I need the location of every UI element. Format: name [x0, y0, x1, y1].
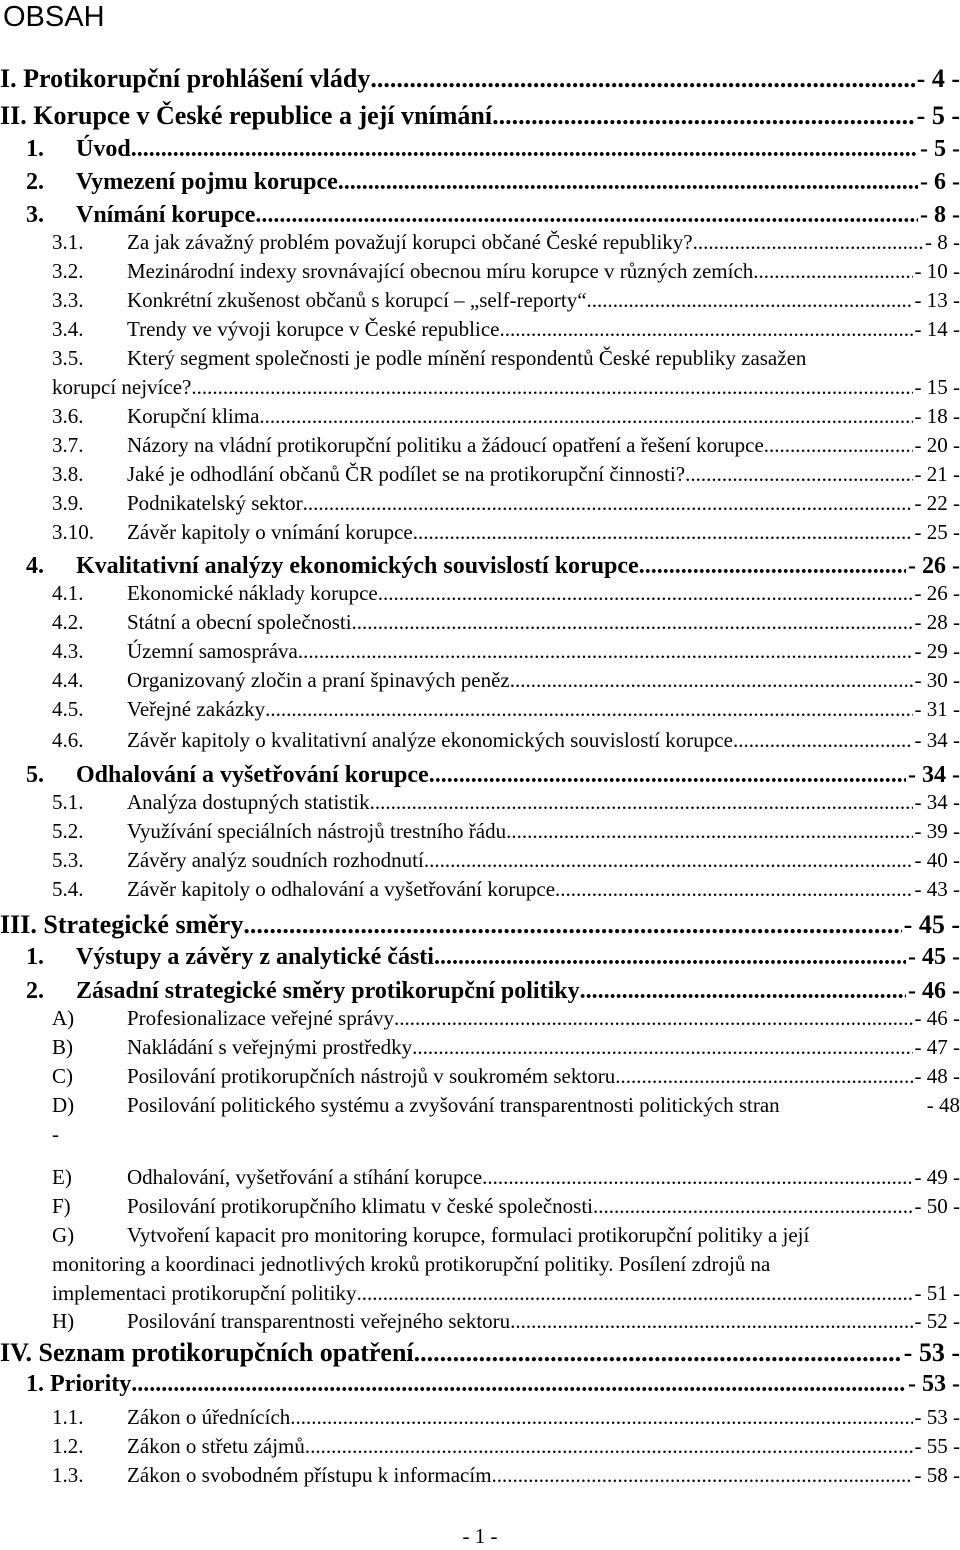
toc-entry[interactable]: [76, 134, 960, 164]
toc-entry-number: B): [52, 1035, 73, 1059]
toc-entry[interactable]: [76, 976, 960, 1006]
toc-entry[interactable]: [127, 1308, 960, 1335]
toc-entry-page: - 28 -: [914, 610, 960, 634]
dot-leader: [255, 200, 918, 230]
toc-entry-title: Nakládání s veřejnými prostředky: [127, 1035, 413, 1059]
toc-entry-page: - 5 -: [920, 136, 960, 162]
toc-entry[interactable]: [127, 1462, 960, 1489]
toc-entry[interactable]: [0, 909, 960, 941]
toc-entry[interactable]: [127, 727, 960, 754]
toc-entry[interactable]: [127, 287, 960, 314]
dot-leader: [733, 727, 913, 754]
toc-entry-number: 3.7.: [52, 433, 84, 457]
toc-entry-title: Vnímání korupce: [76, 202, 256, 228]
dot-leader: [131, 134, 918, 164]
toc-entry-number: 4.4.: [52, 668, 84, 692]
toc-entry-page: - 34 -: [908, 762, 960, 788]
dot-leader: [394, 1005, 912, 1032]
toc-entry-title: Trendy ve vývoji korupce v České republice: [127, 317, 500, 341]
toc-entry-number: 1.1.: [52, 1405, 84, 1429]
dot-leader: [352, 609, 913, 636]
toc-entry-title: Analýza dostupných statistik: [127, 790, 370, 814]
dot-leader: [191, 374, 912, 401]
dot-leader: [243, 909, 901, 941]
toc-entry[interactable]: [127, 316, 960, 343]
dot-leader: [290, 1404, 912, 1431]
toc-entry-title: -: [52, 1122, 59, 1146]
toc-entry[interactable]: [127, 696, 960, 723]
toc-entry[interactable]: [76, 200, 960, 230]
dot-leader: [412, 1034, 912, 1061]
toc-entry[interactable]: [76, 551, 960, 581]
toc-entry[interactable]: [127, 229, 960, 256]
dot-leader: [510, 1308, 912, 1335]
toc-entry[interactable]: [127, 258, 960, 285]
toc-entry-page: - 48: [926, 1093, 960, 1117]
toc-entry-title: Který segment společnosti je podle mínění respondentů České republiky zasažen: [127, 346, 807, 370]
toc-entry-page: - 45 -: [903, 910, 960, 939]
toc-entry[interactable]: [127, 1164, 960, 1191]
toc-entry[interactable]: [127, 1034, 960, 1061]
toc-entry-title: Korupční klima: [127, 404, 260, 428]
dot-leader: [303, 490, 913, 517]
toc-entry-number: H): [52, 1309, 75, 1333]
page-number: - 1 -: [462, 1524, 498, 1548]
dot-leader: [555, 876, 912, 903]
toc-entry-number: E): [52, 1165, 72, 1189]
toc-entry-number: 4.3.: [52, 639, 84, 663]
toc-entry-title: Posilování politického systému a zvyšování transparentnosti politických stran: [127, 1093, 780, 1117]
toc-entry-title: Zákon o úřednících: [127, 1405, 291, 1429]
dot-leader: [482, 1164, 912, 1191]
toc-entry[interactable]: [127, 609, 960, 636]
toc-entry[interactable]: [127, 580, 960, 607]
dot-leader: [356, 1280, 912, 1307]
toc-entry[interactable]: [127, 1092, 960, 1119]
toc-entry[interactable]: [127, 1005, 960, 1032]
toc-entry-title: Odhalování a vyšetřování korupce: [76, 762, 429, 788]
dot-leader: [434, 942, 906, 972]
toc-entry-page: - 52 -: [914, 1309, 960, 1333]
dot-leader: [492, 1462, 913, 1489]
toc-entry-number: 5.4.: [52, 877, 84, 901]
toc-entry-page: - 6 -: [920, 169, 960, 195]
toc-entry-title: Výstupy a závěry z analytické části: [76, 944, 434, 970]
toc-entry-number: 5.: [26, 762, 44, 788]
toc-entry[interactable]: [127, 789, 960, 816]
toc-entry-page: - 29 -: [914, 639, 960, 663]
dot-leader: [305, 1433, 913, 1460]
toc-entry-page: - 49 -: [914, 1165, 960, 1189]
toc-entry-title: Názory na vládní protikorupční politiku a žádoucí opatření a řešení korupce: [127, 433, 764, 457]
toc-entry-page: - 13 -: [914, 288, 960, 312]
toc-entry-page: - 22 -: [914, 491, 960, 515]
toc-entry-page: - 8 -: [920, 202, 960, 228]
toc-entry-title: Profesionalizace veřejné správy: [127, 1006, 395, 1030]
toc-entry-page: - 45 -: [908, 944, 960, 970]
dot-leader: [259, 403, 912, 430]
toc-entry-title: Organizovaný zločin a praní špinavých peněz: [127, 668, 510, 692]
dot-leader: [265, 696, 912, 723]
toc-entry-page: - 53 -: [914, 1405, 960, 1429]
toc-entry-page: - 10 -: [914, 259, 960, 283]
toc-entry-title: Jaké je odhodlání občanů ČR podílet se na protikorupční činnosti?: [127, 462, 686, 486]
toc-entry-number: 4.5.: [52, 697, 84, 721]
dot-leader: [506, 818, 912, 845]
toc-entry[interactable]: [76, 760, 960, 790]
toc-entry-page: - 43 -: [914, 877, 960, 901]
toc-entry-page: - 15 -: [914, 375, 960, 399]
toc-entry-title: 1. Priority: [26, 1371, 132, 1397]
toc-entry-number: 4.6.: [52, 728, 84, 752]
toc-entry-title: Státní a obecní společnosti: [127, 610, 352, 634]
toc-entry[interactable]: [127, 876, 960, 903]
toc-entry-title: Vytvoření kapacit pro monitoring korupce, formulaci protikorupční politiky a její: [127, 1223, 810, 1247]
toc-entry[interactable]: [76, 167, 960, 197]
toc-entry[interactable]: [26, 1369, 960, 1399]
toc-entry-title: Vymezení pojmu korupce: [76, 169, 338, 195]
toc-entry[interactable]: [76, 942, 960, 972]
toc-entry-number: 4.: [26, 553, 44, 579]
toc-entry-title: Ekonomické náklady korupce: [127, 581, 378, 605]
toc-entry-number: 5.1.: [52, 790, 84, 814]
toc-entry-page: - 20 -: [914, 433, 960, 457]
toc-entry-page: - 14 -: [914, 317, 960, 341]
dot-leader: [580, 976, 906, 1006]
dot-leader: [693, 229, 923, 256]
toc-entry-title: Posilování transparentnosti veřejného sektoru: [127, 1309, 511, 1333]
toc-entry-page: - 55 -: [914, 1434, 960, 1458]
toc-entry-title: monitoring a koordinaci jednotlivých kroků protikorupční politiky. Posílení zdrojů na: [52, 1252, 771, 1276]
toc-entry-title: Závěr kapitoly o kvalitativní analýze ekonomických souvislostí korupce: [127, 728, 733, 752]
toc-entry-title: Posilování protikorupčních nástrojů v soukromém sektoru: [127, 1064, 616, 1088]
toc-entry[interactable]: [127, 818, 960, 845]
toc-entry-page: - 39 -: [914, 819, 960, 843]
toc-entry-page: - 47 -: [914, 1035, 960, 1059]
toc-entry-number: 3.4.: [52, 317, 84, 341]
dot-leader: [298, 638, 913, 665]
toc-entry-number: 3.8.: [52, 462, 84, 486]
toc-entry-page: - 48 -: [914, 1064, 960, 1088]
toc-entry[interactable]: [127, 1404, 960, 1431]
toc-entry-number: A): [52, 1006, 75, 1030]
toc-entry-number: 1.: [26, 944, 44, 970]
dot-leader: [587, 287, 913, 314]
toc-entry-number: 3.2.: [52, 259, 84, 283]
toc-entry-number: 3.1.: [52, 230, 84, 254]
toc-entry-title: korupcí nejvíce?: [52, 375, 192, 399]
toc-entry-page: - 25 -: [914, 520, 960, 544]
toc-entry-page: - 58 -: [914, 1463, 960, 1487]
toc-entry-title: Úvod: [76, 136, 131, 162]
toc-entry[interactable]: [127, 1193, 960, 1220]
dot-leader: [413, 519, 913, 546]
dot-leader: [510, 667, 913, 694]
toc-entry-title: Územní samospráva: [127, 639, 298, 663]
toc-entry-number: 3.3.: [52, 288, 84, 312]
toc-entry-page: - 18 -: [914, 404, 960, 428]
toc-entry[interactable]: [127, 490, 960, 517]
toc-entry-number: 1.3.: [52, 1463, 84, 1487]
toc-entry-title: Mezinárodní indexy srovnávající obecnou míru korupce v různých zemích.: [127, 259, 759, 283]
toc-entry[interactable]: [52, 1280, 960, 1307]
toc-entry-title: Za jak závažný problém považují korupci občané České republiky?: [127, 230, 693, 254]
dot-leader: [759, 258, 913, 285]
toc-entry-page: - 50 -: [914, 1194, 960, 1218]
toc-entry-page: - 46 -: [914, 1006, 960, 1030]
toc-entry-title: II. Korupce v České republice a její vnímání: [0, 101, 493, 130]
toc-entry-number: 1.: [26, 136, 44, 162]
toc-entry-title: Závěr kapitoly o odhalování a vyšetřování korupce: [127, 877, 556, 901]
toc-entry-page: - 26 -: [914, 581, 960, 605]
toc-entry[interactable]: [127, 667, 960, 694]
toc-entry-title: Zákon o střetu zájmů: [127, 1434, 305, 1458]
dot-leader: [764, 432, 913, 459]
toc-entry[interactable]: [127, 519, 960, 546]
toc-entry-number: 5.2.: [52, 819, 84, 843]
toc-entry-page: - 30 -: [914, 668, 960, 692]
toc-entry-title: Posilování protikorupčního klimatu v české společnosti: [127, 1194, 594, 1218]
toc-entry-title: Konkrétní zkušenost občanů s korupcí – „self-reporty“: [127, 288, 587, 312]
toc-entry-number: 4.2.: [52, 610, 84, 634]
toc-entry-page: - 40 -: [914, 848, 960, 872]
toc-entry-number: C): [52, 1064, 73, 1088]
toc-entry-title: Využívání speciálních nástrojů trestního řádu: [127, 819, 507, 843]
toc-entry-number: 3.: [26, 202, 44, 228]
toc-entry[interactable]: [0, 100, 960, 132]
toc-entry-page: - 46 -: [908, 978, 960, 1004]
toc-entry-page: - 26 -: [908, 553, 960, 579]
dot-leader: [424, 847, 913, 874]
dot-leader: [414, 1337, 902, 1369]
toc-entry-number: 5.3.: [52, 848, 84, 872]
toc-entry[interactable]: [52, 374, 960, 401]
toc-entry-number: 3.5.: [52, 346, 84, 370]
dot-leader: [338, 167, 918, 197]
toc-entry-page: - 34 -: [914, 790, 960, 814]
dot-leader: [429, 760, 906, 790]
dot-leader: [370, 63, 914, 95]
toc-entry-title: Podnikatelský sektor: [127, 491, 303, 515]
dot-leader: [492, 100, 915, 132]
toc-entry-page: - 8 -: [925, 230, 960, 254]
toc-entry-title: I. Protikorupční prohlášení vlády: [0, 64, 371, 93]
toc-title: OBSAH: [3, 1, 105, 33]
toc-entry-title: III. Strategické směry: [0, 910, 244, 939]
dot-leader: [685, 461, 912, 488]
toc-entry-number: 2.: [26, 169, 44, 195]
toc-entry[interactable]: [0, 63, 960, 95]
toc-entry-title: Veřejné zakázky: [127, 697, 266, 721]
toc-entry-title: Odhalování, vyšetřování a stíhání korupce: [127, 1165, 483, 1189]
toc-entry-title: Kvalitativní analýzy ekonomických souvislostí korupce: [76, 553, 639, 579]
toc-entry-page: - 51 -: [914, 1281, 960, 1305]
dot-leader: [639, 551, 906, 581]
toc-entry-number: D): [52, 1093, 75, 1117]
toc-entry[interactable]: [127, 847, 960, 874]
toc-entry-title: implementaci protikorupční politiky: [52, 1281, 357, 1305]
toc-entry-title: Zásadní strategické směry protikorupční politiky: [76, 978, 580, 1004]
toc-entry-title: Zákon o svobodném přístupu k informacím: [127, 1463, 492, 1487]
toc-entry-page: - 31 -: [914, 697, 960, 721]
toc-entry[interactable]: [0, 1337, 960, 1369]
toc-entry-page: - 53 -: [903, 1338, 960, 1367]
toc-entry[interactable]: [127, 638, 960, 665]
dot-leader: [131, 1369, 906, 1399]
dot-leader: [370, 789, 913, 816]
toc-entry-title: Závěr kapitoly o vnímání korupce: [127, 520, 413, 544]
toc-entry-number: 2.: [26, 978, 44, 1004]
toc-entry-title: Závěry analýz soudních rozhodnutí: [127, 848, 424, 872]
toc-entry-number: 4.1.: [52, 581, 84, 605]
toc-entry-number: 1.2.: [52, 1434, 84, 1458]
toc-entry-page: - 5 -: [916, 101, 960, 130]
toc-entry-page: - 53 -: [908, 1371, 960, 1397]
dot-leader: [593, 1193, 912, 1220]
toc-entry[interactable]: [127, 403, 960, 430]
toc-entry-number: 3.6.: [52, 404, 84, 428]
dot-leader: [615, 1063, 912, 1090]
toc-entry-title: IV. Seznam protikorupčních opatření: [0, 1338, 414, 1367]
toc-entry[interactable]: [127, 1063, 960, 1090]
toc-entry[interactable]: [127, 1433, 960, 1460]
dot-leader: [378, 580, 913, 607]
toc-entry-number: 3.9.: [52, 491, 84, 515]
toc-entry[interactable]: [127, 461, 960, 488]
toc-entry-page: - 21 -: [914, 462, 960, 486]
toc-entry-number: G): [52, 1223, 75, 1247]
dot-leader: [499, 316, 912, 343]
toc-entry-page: - 34 -: [914, 728, 960, 752]
toc-entry[interactable]: [127, 432, 960, 459]
toc-entry-number: F): [52, 1194, 71, 1218]
toc-entry-page: - 4 -: [916, 64, 960, 93]
toc-entry-number: 3.10.: [52, 520, 94, 544]
